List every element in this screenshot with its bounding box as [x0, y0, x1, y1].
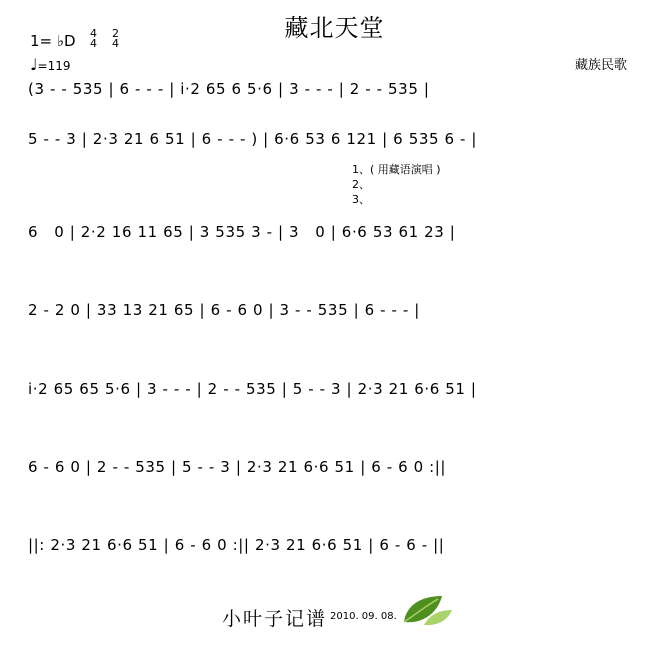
score-row: [28, 536, 640, 566]
time-numerator: 2: [112, 27, 119, 40]
time-signature-2-4: [112, 29, 119, 49]
tea-leaf-icon: [398, 592, 454, 628]
verse-label: 1、( 用藏语演唱 ): [352, 163, 441, 176]
score-row-text: 6 - 6 0 | 2 - - 535 | 5 - - 3 | 2·3 21 6·6 51 | 6 - 6 0 :||: [28, 458, 447, 476]
score-row: [28, 301, 640, 331]
verse-label: 3、: [352, 193, 370, 206]
score-row-text: i·2 65 65 5·6 | 3 - - - | 2 - - 535 | 5 - - 3 | 2·3 21 6·6 51 |: [28, 380, 477, 398]
score-row: [28, 380, 640, 410]
time-numerator: 4: [90, 27, 97, 40]
score-row-text: ||: 2·3 21 6·6 51 | 6 - 6 0 :|| 2·3 21 6·6 51 | 6 - 6 - ||: [28, 536, 445, 554]
time-denominator: 4: [112, 37, 119, 50]
quarter-note-icon: ♩: [30, 55, 38, 74]
score-row-text: 6 0 | 2·2 16 11 65 | 3 535 3 - | 3 0 | 6·6 53 61 23 |: [28, 223, 456, 241]
verse-label: 2、: [352, 178, 370, 191]
score-row: [28, 80, 640, 110]
score-row-text: (3 - - 535 | 6 - - - | i·2 65 6 5·6 | 3 - - - | 2 - - 535 |: [28, 80, 430, 98]
transcriber-signature: 小叶子记谱: [222, 608, 328, 630]
tempo-value: =119: [37, 59, 71, 73]
transcription-date: 2010. 09. 08.: [330, 611, 397, 622]
score-row: [28, 223, 640, 253]
page-title: 藏北天堂: [284, 14, 385, 42]
song-origin: 藏族民歌: [574, 58, 627, 73]
tempo-mark: [30, 55, 71, 74]
score-row: [28, 130, 640, 160]
score-row: [28, 458, 640, 488]
time-signature-4-4: [90, 29, 97, 49]
score-row-text: 2 - 2 0 | 33 13 21 65 | 6 - 6 0 | 3 - - 535 | 6 - - - |: [28, 301, 420, 319]
score-row-text: 5 - - 3 | 2·3 21 6 51 | 6 - - - ) | 6·6 53 6 121 | 6 535 6 - |: [28, 130, 478, 148]
key-signature: 1= ♭D: [30, 32, 76, 50]
time-denominator: 4: [90, 37, 97, 50]
